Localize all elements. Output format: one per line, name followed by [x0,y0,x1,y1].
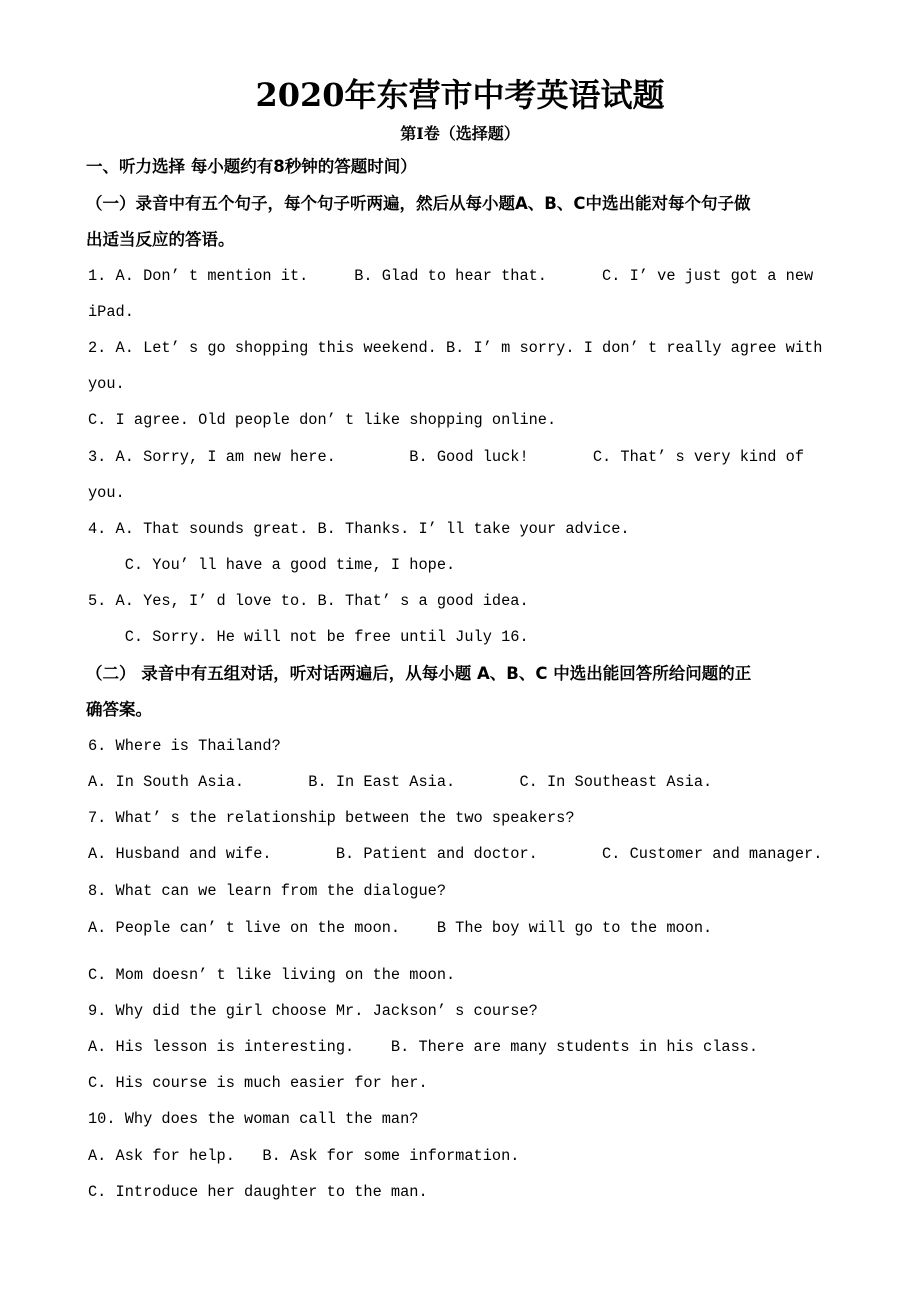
question-line: C. Mom doesn’ t like living on the moon. [88,966,456,984]
question-line: 2. A. Let’ s go shopping this weekend. B. I’ m sorry. I don’ t really agree with [88,339,823,357]
question-line: C. His course is much easier for her. [88,1074,428,1092]
question-line: A. People can’ t live on the moon. B The boy will go to the moon. [88,919,713,937]
section-heading: 出适当反应的答语。 [86,230,235,249]
question-line: 3. A. Sorry, I am new here. B. Good luck! C. That’ s very kind of [88,448,805,466]
question-line: 8. What can we learn from the dialogue? [88,882,447,900]
question-line: you. [88,375,125,393]
question-line: 6. Where is Thailand? [88,737,281,755]
question-line: C. Introduce her daughter to the man. [88,1183,428,1201]
section-heading: （二） 录音中有五组对话，听对话两遍后，从每小题 A、B、C 中选出能回答所给问题的正 [86,664,752,683]
question-line: 1. A. Don’ t mention it. B. Glad to hear that. C. I’ ve just got a new [88,267,814,285]
document-title: 2020年东营市中考英语试题 [255,76,665,114]
question-line: 10. Why does the woman call the man? [88,1110,419,1128]
question-line: 5. A. Yes, I’ d love to. B. That’ s a good idea. [88,592,529,610]
question-line: C. I agree. Old people don’ t like shopping online. [88,411,557,429]
question-line: 4. A. That sounds great. B. Thanks. I’ ll take your advice. [88,520,630,538]
section-heading: （一）录音中有五个句子，每个句子听两遍，然后从每小题A、B、C中选出能对每个句子做 [86,194,751,213]
section-subtitle: 第I卷（选择题） [400,124,520,143]
section-heading: 确答案。 [86,700,152,719]
question-line: A. Ask for help. B. Ask for some information. [88,1147,520,1165]
question-line: C. You’ ll have a good time, I hope. [88,556,456,574]
question-line: C. Sorry. He will not be free until July 16. [88,628,529,646]
question-line: A. Husband and wife. B. Patient and doctor. C. Customer and manager. [88,845,823,863]
question-line: iPad. [88,303,134,321]
question-line: 9. Why did the girl choose Mr. Jackson’ s course? [88,1002,538,1020]
question-line: A. In South Asia. B. In East Asia. C. In Southeast Asia. [88,773,713,791]
section-heading: 一、听力选择 每小题约有8秒钟的答题时间） [86,157,417,176]
question-line: you. [88,484,125,502]
question-line: A. His lesson is interesting. B. There are many students in his class. [88,1038,759,1056]
question-line: 7. What’ s the relationship between the two speakers? [88,809,575,827]
